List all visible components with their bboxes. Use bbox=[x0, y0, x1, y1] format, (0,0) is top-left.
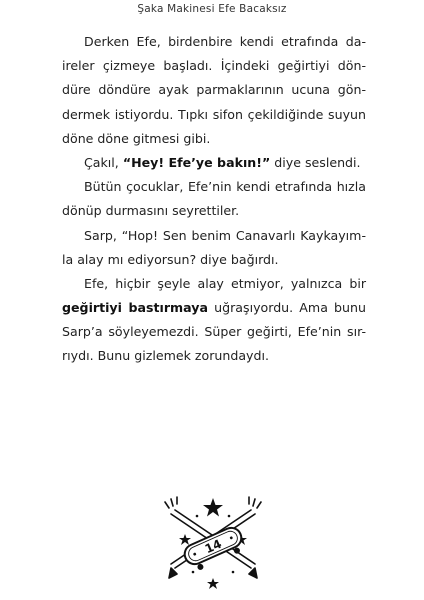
text-line: geğirtiyi bastırmaya uğraşıyordu. Ama bunu bbox=[62, 300, 366, 316]
text-line: ireler çizmeye başladı. İçindeki geğirtiyi dön- bbox=[62, 58, 366, 74]
paragraph-1 bbox=[62, 30, 366, 151]
text-line: Bütün çocuklar, Efe’nin kendi etrafında hızla bbox=[84, 179, 366, 195]
paragraph-2 bbox=[62, 151, 366, 175]
skateboard-stars-icon bbox=[163, 494, 263, 590]
emphasis-text: “Hey! Efe’ye bakın!” bbox=[122, 154, 271, 170]
paragraph-3 bbox=[62, 175, 366, 223]
text-line: Sarp, “Hop! Sen benim Canavarlı Kaykayım- bbox=[84, 227, 366, 243]
text-line: la alay mı ediyorsun? diye bağırdı. bbox=[62, 251, 279, 267]
text-line: Efe, hiçbir şeyle alay etmiyor, yalnızca bir bbox=[84, 275, 366, 291]
text-line: dönüp durmasını seyrettiler. bbox=[62, 203, 240, 219]
text-line: düre döndüre ayak parmaklarının ucuna gön- bbox=[62, 82, 366, 98]
text-line: dermek istiyordu. Tıpkı sifon çekildiğinde suyun bbox=[62, 106, 366, 122]
text-line: rıydı. Bunu gizlemek zorundaydı. bbox=[62, 348, 269, 364]
emphasis-text: geğirtiyi bastırmaya bbox=[62, 300, 208, 316]
paragraph-5 bbox=[62, 272, 366, 369]
paragraph-4 bbox=[62, 224, 366, 272]
text-line: Sarp’a söyleyemezdi. Süper geğirti, Efe’nin sır- bbox=[62, 324, 366, 340]
text-line: döne döne gitmesi gibi. bbox=[62, 130, 211, 146]
running-header: Şaka Makinesi Efe Bacaksız bbox=[137, 3, 287, 15]
page-number: 14 bbox=[202, 536, 224, 557]
text-line: Derken Efe, birdenbire kendi etrafında da- bbox=[84, 34, 366, 49]
text-line: Çakıl, “Hey! Efe’ye bakın!” diye seslendi. bbox=[84, 154, 361, 170]
body-text bbox=[62, 30, 366, 369]
